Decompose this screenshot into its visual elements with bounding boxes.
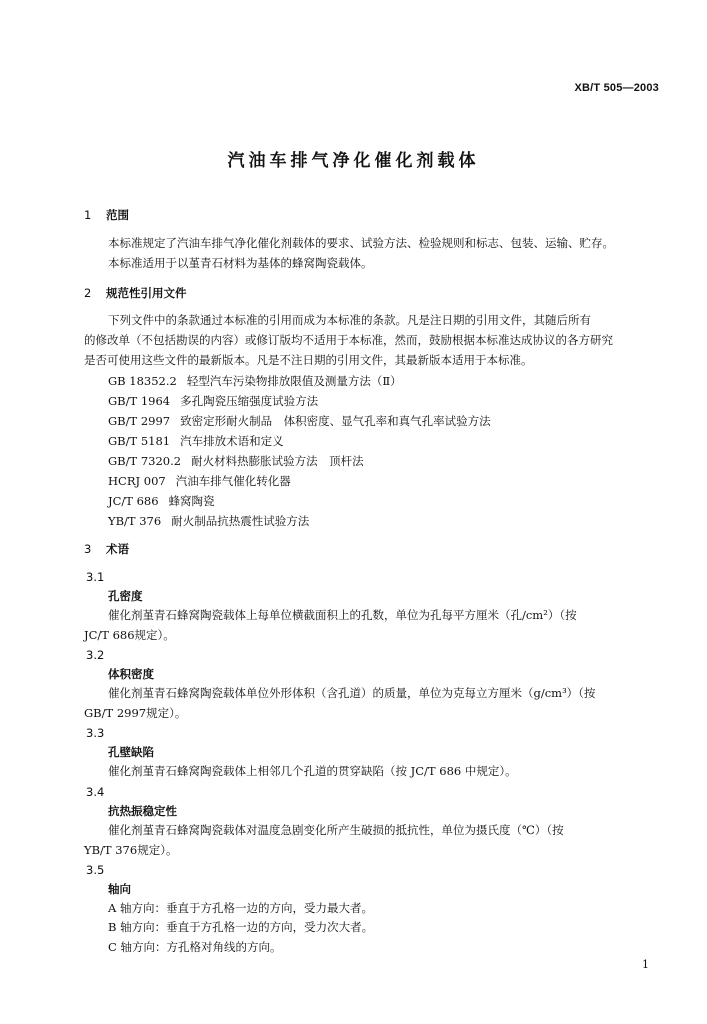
term-number: 3.5 xyxy=(86,863,105,877)
reference-item xyxy=(108,374,402,388)
reference-item xyxy=(108,514,309,528)
section-number: 1 xyxy=(84,208,92,222)
section-title: 范围 xyxy=(106,208,129,222)
definition-line: 催化剂堇青石蜂窝陶瓷载体上相邻几个孔道的贯穿缺陷（按 JC/T 686 中规定）。 xyxy=(108,764,517,778)
definition-line: YB/T 376规定）。 xyxy=(84,843,178,857)
reference-item xyxy=(108,394,318,408)
paragraph-line: 的修改单（不包括勘误的内容）或修订版均不适用于本标准，然而，鼓励根据本标准达成协议的各方研究 xyxy=(84,333,613,347)
reference-name: 蜂窝陶瓷 xyxy=(168,494,215,508)
reference-item xyxy=(108,414,491,428)
reference-code: GB/T 7320.2 xyxy=(108,454,182,468)
reference-code: GB 18352.2 xyxy=(108,374,177,388)
term-title: 抗热振稳定性 xyxy=(108,804,177,818)
section-heading-normative-references xyxy=(84,286,187,300)
reference-item xyxy=(108,494,215,508)
term-title: 孔密度 xyxy=(108,589,143,603)
reference-name: 耐火制品抗热震性试验方法 xyxy=(171,514,310,528)
paragraph-line: 本标准规定了汽油车排气净化催化剂载体的要求、试验方法、检验规则和标志、包装、运输、贮存。 xyxy=(108,236,614,250)
term-title: 轴向 xyxy=(108,882,131,896)
definition-line: 催化剂堇青石蜂窝陶瓷载体上每单位横截面积上的孔数，单位为孔每平方厘米（孔/cm²）（按 xyxy=(108,608,577,622)
section-title: 术语 xyxy=(106,542,129,556)
paragraph-line: 下列文件中的条款通过本标准的引用而成为本标准的条款。凡是注日期的引用文件，其随后所有 xyxy=(108,313,591,327)
definition-line: JC/T 686规定）。 xyxy=(84,628,175,642)
definition-line: 催化剂堇青石蜂窝陶瓷载体对温度急剧变化所产生破损的抵抗性，单位为摄氏度（℃）（按 xyxy=(108,823,564,837)
reference-code: GB/T 1964 xyxy=(108,394,171,408)
reference-code: YB/T 376 xyxy=(108,514,162,528)
reference-name: 汽车排放术语和定义 xyxy=(180,434,284,448)
term-number: 3.1 xyxy=(86,570,105,584)
reference-name: 汽油车排气催化转化器 xyxy=(175,474,291,488)
term-number: 3.3 xyxy=(86,726,105,740)
reference-name: 轻型汽车污染物排放限值及测量方法（Ⅱ） xyxy=(186,374,402,388)
reference-item xyxy=(108,454,364,468)
section-number: 3 xyxy=(84,542,92,556)
section-heading-terms xyxy=(84,542,129,556)
section-title: 规范性引用文件 xyxy=(106,286,187,300)
definition-line: A 轴方向：垂直于方孔格一边的方向，受力最大者。 xyxy=(108,901,373,915)
reference-code: GB/T 5181 xyxy=(108,434,171,448)
reference-name: 致密定形耐火制品 体积密度、显气孔率和真气孔率试验方法 xyxy=(180,414,491,428)
page-number: 1 xyxy=(642,958,649,971)
term-title: 体积密度 xyxy=(108,667,154,681)
section-heading-scope xyxy=(84,208,129,222)
term-title: 孔壁缺陷 xyxy=(108,745,154,759)
standard-code: XB/T 505—2003 xyxy=(574,82,659,94)
definition-line: B 轴方向：垂直于方孔格一边的方向，受力次大者。 xyxy=(108,920,374,934)
definition-line: 催化剂堇青石蜂窝陶瓷载体单位外形体积（含孔道）的质量，单位为克每立方厘米（g/cm³）（按 xyxy=(108,686,596,700)
definition-line: GB/T 2997规定）。 xyxy=(84,706,187,720)
reference-item xyxy=(108,474,291,488)
reference-name: 多孔陶瓷压缩强度试验方法 xyxy=(180,394,319,408)
definition-line: C 轴方向：方孔格对角线的方向。 xyxy=(108,940,282,954)
paragraph-line: 是否可使用这些文件的最新版本。凡是不注日期的引用文件，其最新版本适用于本标准。 xyxy=(84,353,533,367)
reference-name: 耐火材料热膨胀试验方法 顶杆法 xyxy=(191,454,364,468)
term-number: 3.4 xyxy=(86,785,105,799)
reference-code: JC/T 686 xyxy=(108,494,159,508)
term-number: 3.2 xyxy=(86,648,105,662)
reference-code: GB/T 2997 xyxy=(108,414,171,428)
section-number: 2 xyxy=(84,286,92,300)
reference-code: HCRJ 007 xyxy=(108,474,166,488)
document-title: 汽油车排气净化催化剂载体 xyxy=(227,151,480,171)
paragraph-line: 本标准适用于以堇青石材料为基体的蜂窝陶瓷载体。 xyxy=(108,256,373,270)
reference-item xyxy=(108,434,284,448)
